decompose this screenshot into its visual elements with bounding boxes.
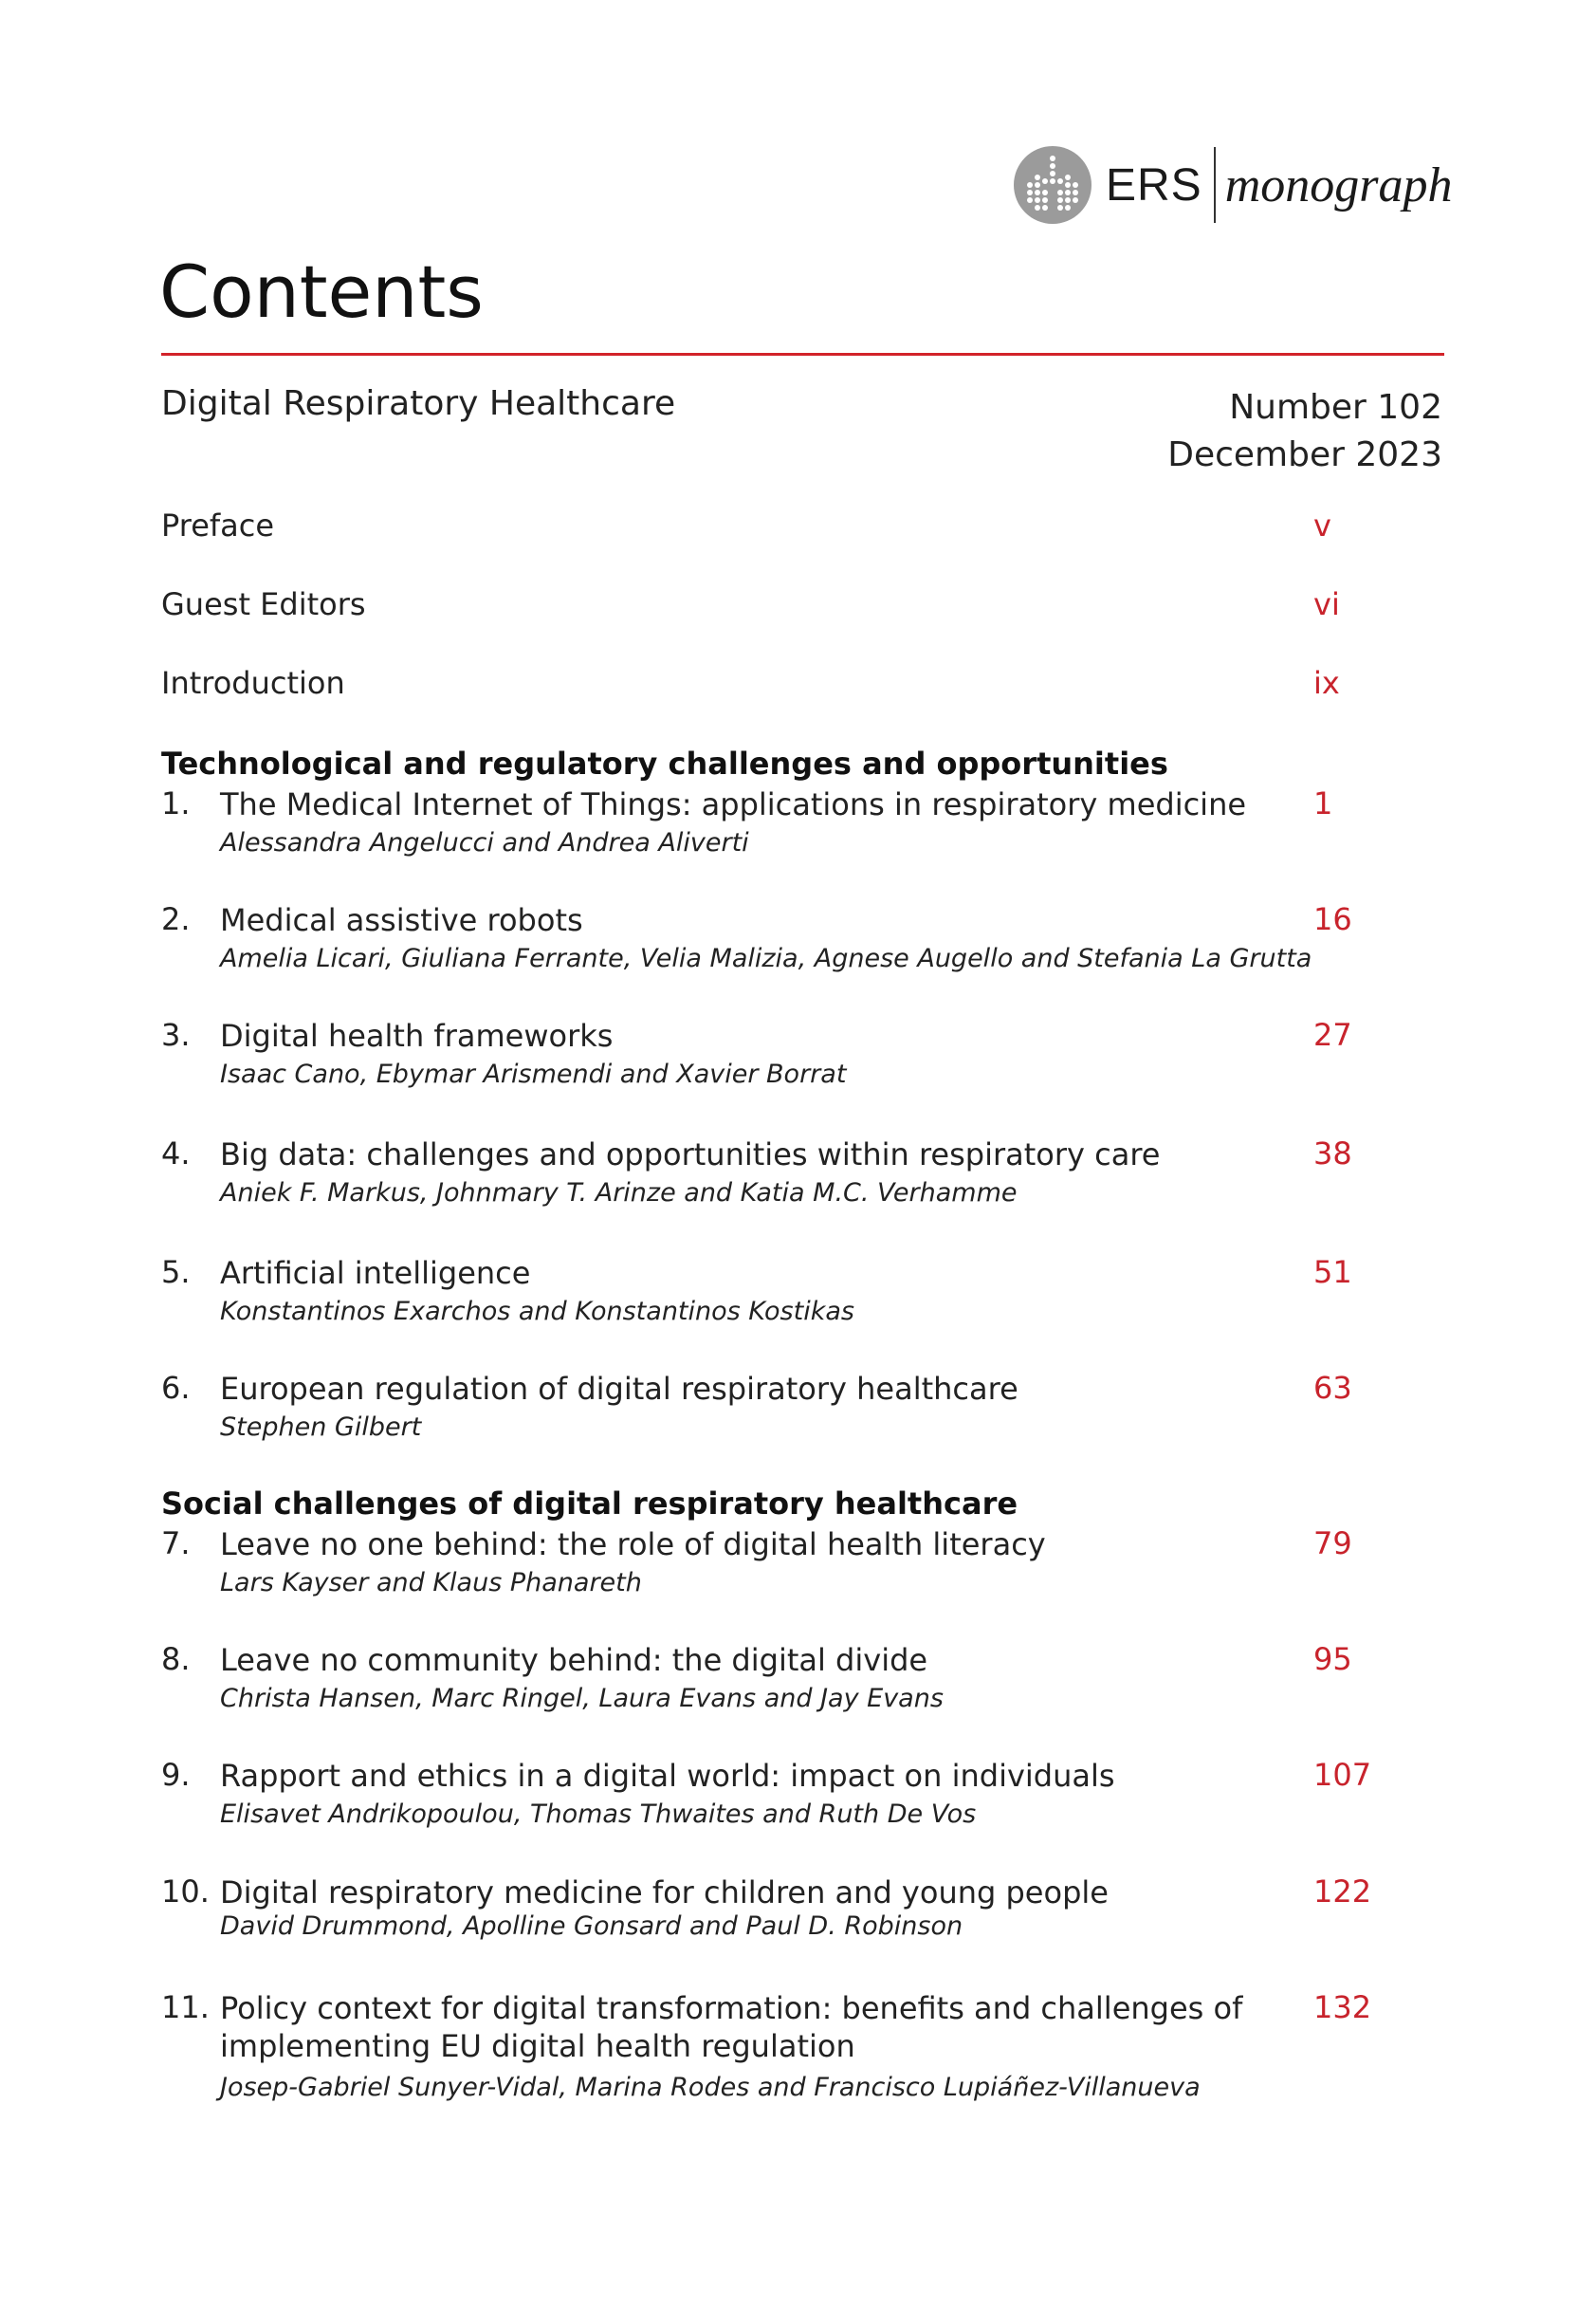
title-rule	[161, 353, 1444, 356]
chapter-authors: Josep-Gabriel Sunyer-Vidal, Marina Rodes and Francisco Lupiáñez-Villanueva	[220, 2073, 1201, 2102]
logo-ers-text: ERS	[1106, 159, 1202, 211]
chapter-number: 6.	[161, 1370, 191, 1406]
chapter-authors: Stephen Gilbert	[220, 1412, 422, 1442]
issue-number: Number 102	[1229, 388, 1442, 427]
chapter-authors: Isaac Cano, Ebymar Arismendi and Xavier Borrat	[220, 1060, 847, 1089]
chapter-page[interactable]: 51	[1313, 1254, 1352, 1290]
chapter-page[interactable]: 122	[1313, 1873, 1372, 1910]
section-heading: Social challenges of digital respiratory healthcare	[161, 1486, 1018, 1522]
chapter-title[interactable]: Rapport and ethics in a digital world: impact on individuals	[220, 1758, 1115, 1794]
toc-page-introduction[interactable]: ix	[1313, 665, 1340, 701]
chapter-number: 7.	[161, 1525, 191, 1561]
chapter-page[interactable]: 63	[1313, 1370, 1352, 1406]
chapter-title[interactable]: Digital respiratory medicine for children and young people	[220, 1874, 1109, 1910]
chapter-number: 8.	[161, 1641, 191, 1677]
chapter-title[interactable]: Big data: challenges and opportunities within respiratory care	[220, 1136, 1161, 1172]
chapter-authors: David Drummond, Apolline Gonsard and Paul D. Robinson	[220, 1911, 963, 1941]
chapter-title[interactable]: Medical assistive robots	[220, 902, 583, 938]
chapter-page[interactable]: 1	[1313, 785, 1333, 821]
chapter-authors: Amelia Licari, Giuliana Ferrante, Velia Malizia, Agnese Augello and Stefania La Grutta	[220, 944, 1312, 973]
chapter-authors: Lars Kayser and Klaus Phanareth	[220, 1568, 642, 1597]
chapter-authors: Konstantinos Exarchos and Konstantinos Kostikas	[220, 1297, 854, 1326]
monograph-subtitle: Digital Respiratory Healthcare	[161, 384, 676, 423]
chapter-title[interactable]: Policy context for digital transformation: benefits and challenges of implementing EU digital health regulation	[220, 1990, 1243, 2064]
toc-page-preface[interactable]: v	[1313, 508, 1331, 544]
chapter-number: 2.	[161, 901, 191, 937]
chapter-title[interactable]: Leave no one behind: the role of digital health literacy	[220, 1526, 1046, 1562]
page-title: Contents	[159, 249, 484, 334]
chapter-authors: Alessandra Angelucci and Andrea Aliverti	[220, 828, 749, 858]
chapter-number: 3.	[161, 1017, 191, 1053]
section-heading: Technological and regulatory challenges and opportunities	[161, 746, 1168, 782]
lungs-dots-icon	[1013, 145, 1092, 225]
chapter-authors: Christa Hansen, Marc Ringel, Laura Evans and Jay Evans	[220, 1684, 944, 1713]
chapter-title[interactable]: European regulation of digital respiratory healthcare	[220, 1371, 1018, 1407]
chapter-number: 4.	[161, 1135, 191, 1172]
toc-entry-guest-editors[interactable]: Guest Editors	[161, 586, 366, 622]
ers-monograph-logo	[1013, 142, 1453, 228]
chapter-number: 9.	[161, 1757, 191, 1793]
chapter-number: 11.	[161, 1989, 210, 2025]
logo-monograph-text: monograph	[1224, 157, 1453, 212]
chapter-number: 10.	[161, 1873, 210, 1910]
chapter-page[interactable]: 38	[1313, 1135, 1352, 1172]
chapter-page[interactable]: 107	[1313, 1757, 1372, 1793]
chapter-number: 5.	[161, 1254, 191, 1290]
chapter-page[interactable]: 16	[1313, 901, 1352, 937]
chapter-page[interactable]: 95	[1313, 1641, 1352, 1677]
logo-divider	[1214, 147, 1216, 223]
issue-date: December 2023	[1167, 435, 1442, 474]
chapter-authors: Elisavet Andrikopoulou, Thomas Thwaites and Ruth De Vos	[220, 1799, 977, 1829]
toc-entry-preface[interactable]: Preface	[161, 508, 275, 544]
chapter-page[interactable]: 132	[1313, 1989, 1372, 2025]
chapter-page[interactable]: 79	[1313, 1525, 1352, 1561]
chapter-number: 1.	[161, 785, 191, 821]
toc-page-guest-editors[interactable]: vi	[1313, 586, 1340, 622]
toc-entry-introduction[interactable]: Introduction	[161, 665, 345, 701]
issue-info	[1167, 384, 1442, 479]
chapter-title[interactable]: Leave no community behind: the digital divide	[220, 1642, 928, 1678]
chapter-title[interactable]: The Medical Internet of Things: applications in respiratory medicine	[220, 786, 1247, 822]
chapter-page[interactable]: 27	[1313, 1017, 1352, 1053]
chapter-title[interactable]: Digital health frameworks	[220, 1018, 614, 1054]
chapter-authors: Aniek F. Markus, Johnmary T. Arinze and Katia M.C. Verhamme	[220, 1178, 1018, 1208]
chapter-title[interactable]: Artificial intelligence	[220, 1255, 531, 1291]
